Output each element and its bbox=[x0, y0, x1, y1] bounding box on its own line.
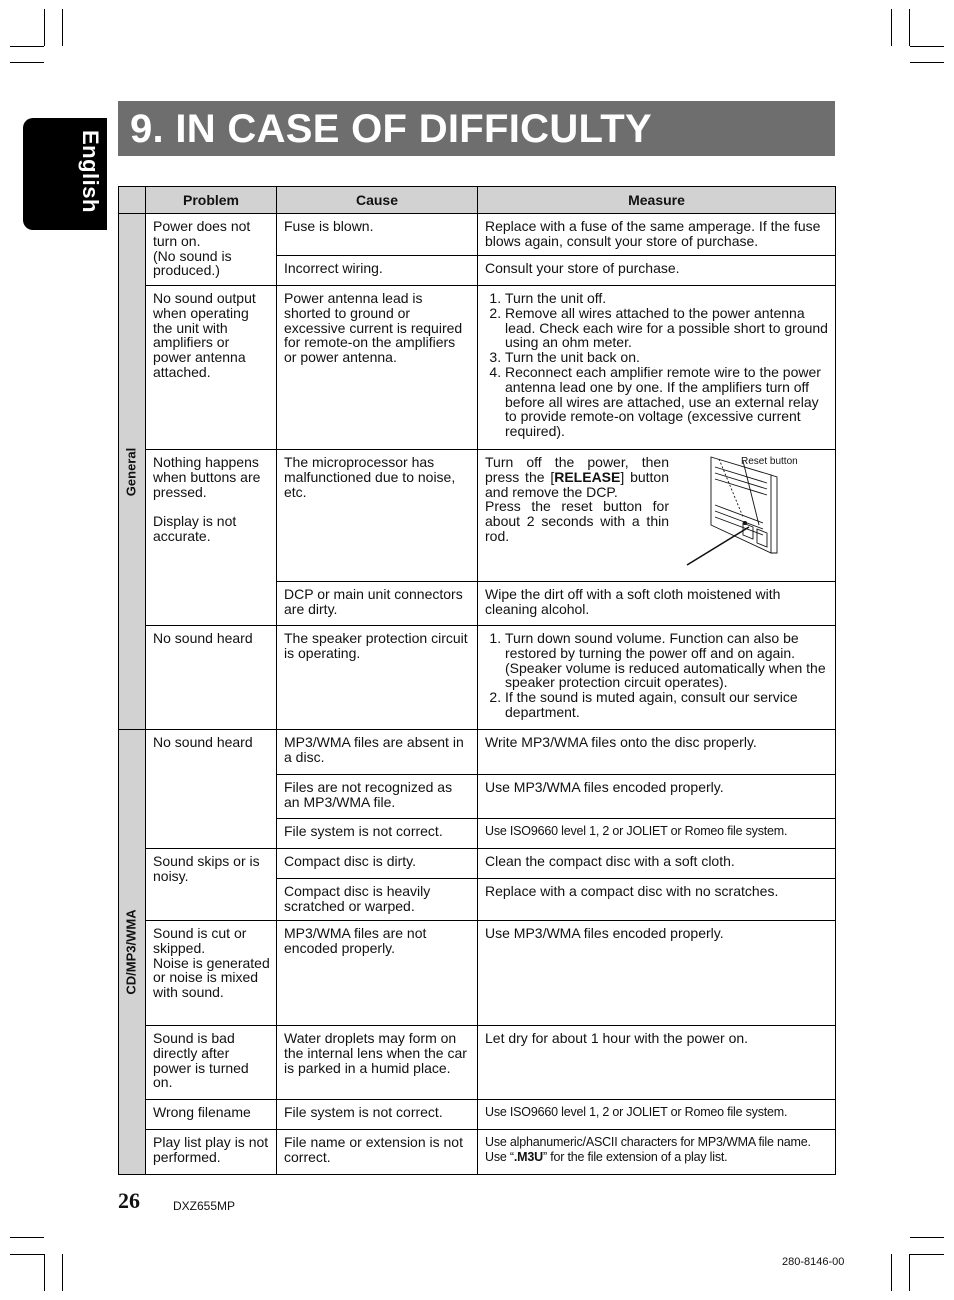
measure-cell: Clean the compact disc with a soft cloth. bbox=[478, 849, 836, 879]
cause-cell: MP3/WMA files are not encoded properly. bbox=[277, 921, 478, 1026]
measure-cell: Let dry for about 1 hour with the power on. bbox=[478, 1026, 836, 1100]
header-problem: Problem bbox=[146, 187, 277, 214]
measure-cell bbox=[478, 450, 836, 582]
crop-mark bbox=[891, 9, 892, 46]
cause-cell: Files are not recognized as an MP3/WMA file. bbox=[277, 775, 478, 819]
crop-mark bbox=[10, 1254, 44, 1255]
measure-cell: Use ISO9660 level 1, 2 or JOLIET or Romeo file system. bbox=[478, 819, 836, 849]
crop-mark bbox=[10, 1237, 44, 1238]
cause-cell: The speaker protection circuit is operating. bbox=[277, 626, 478, 730]
section-label-general: General bbox=[123, 447, 139, 496]
table-header-row bbox=[119, 187, 836, 214]
crop-mark bbox=[44, 1254, 45, 1291]
page-title: 9. IN CASE OF DIFFICULTY bbox=[130, 107, 653, 151]
measure-steps bbox=[485, 631, 829, 720]
cause-cell: File name or extension is not correct. bbox=[277, 1130, 478, 1175]
crop-mark bbox=[891, 1254, 892, 1291]
problem-cell: No sound heard bbox=[146, 730, 277, 849]
list-item: 1. Turn down sound volume. Function can also be restored by turning the power off and on again. (Speaker volume is reduced automatically when the speaker protection circuit operates). bbox=[505, 631, 829, 690]
problem-cell: Sound skips or is noisy. bbox=[146, 849, 277, 921]
table-row bbox=[119, 450, 836, 582]
reset-button-illustration bbox=[683, 453, 833, 571]
cause-cell: Compact disc is dirty. bbox=[277, 849, 478, 879]
section-label-cd: CD/MP3/WMA bbox=[123, 909, 139, 995]
model-number: DXZ655MP bbox=[173, 1199, 236, 1213]
cause-cell: Compact disc is heavily scratched or warped. bbox=[277, 879, 478, 921]
header-spacer bbox=[119, 187, 146, 214]
crop-mark bbox=[909, 9, 910, 46]
crop-mark bbox=[10, 46, 44, 47]
problem-cell: Power does not turn on. (No sound is produced.) bbox=[146, 214, 277, 286]
list-item: 1. Turn the unit off. bbox=[505, 291, 829, 306]
crop-mark bbox=[910, 1237, 944, 1238]
list-item: 2. If the sound is muted again, consult our service department. bbox=[505, 690, 829, 720]
crop-mark bbox=[910, 1254, 944, 1255]
table-row bbox=[119, 849, 836, 879]
problem-cell: Play list play is not performed. bbox=[146, 1130, 277, 1175]
crop-mark bbox=[62, 1254, 63, 1291]
section-cd bbox=[119, 730, 146, 1175]
table-row bbox=[119, 1130, 836, 1175]
cause-cell: Incorrect wiring. bbox=[277, 256, 478, 286]
measure-cell bbox=[478, 626, 836, 730]
reset-instructions: Turn off the power, then press the [RELEASE] button and remove the DCP. Press the reset button for about 2 seconds with a thin rod. bbox=[485, 454, 669, 544]
language-tab bbox=[23, 118, 107, 230]
measure-cell: Consult your store of purchase. bbox=[478, 256, 836, 286]
problem-cell: Sound is bad directly after power is turned on. bbox=[146, 1026, 277, 1100]
troubleshooting-table bbox=[118, 186, 836, 1175]
list-item: 4. Reconnect each amplifier remote wire to the power antenna lead one by one. If the amplifiers turn off before all wires are attached, use an external relay to provide remote-on voltage (excessive current required). bbox=[505, 365, 829, 439]
measure-cell: Use MP3/WMA files encoded properly. bbox=[478, 921, 836, 1026]
table-row bbox=[119, 286, 836, 450]
crop-mark bbox=[62, 9, 63, 46]
measure-cell: Use ISO9660 level 1, 2 or JOLIET or Romeo file system. bbox=[478, 1100, 836, 1130]
table-row bbox=[119, 1100, 836, 1130]
cause-cell: The microprocessor has malfunctioned due to noise, etc. bbox=[277, 450, 478, 582]
cause-cell: Fuse is blown. bbox=[277, 214, 478, 256]
table-row bbox=[119, 626, 836, 730]
crop-mark bbox=[10, 62, 44, 63]
cause-cell: DCP or main unit connectors are dirty. bbox=[277, 582, 478, 626]
title-bar bbox=[118, 101, 835, 156]
cause-cell: MP3/WMA files are absent in a disc. bbox=[277, 730, 478, 775]
cause-cell: File system is not correct. bbox=[277, 819, 478, 849]
measure-cell: Use MP3/WMA files encoded properly. bbox=[478, 775, 836, 819]
table-row bbox=[119, 1026, 836, 1100]
table-row bbox=[119, 214, 836, 256]
document-code: 280-8146-00 bbox=[782, 1256, 845, 1268]
cause-cell: Power antenna lead is shorted to ground or excessive current is required for remote-on the amplifiers or power antenna. bbox=[277, 286, 478, 450]
measure-cell: Replace with a compact disc with no scratches. bbox=[478, 879, 836, 921]
measure-steps bbox=[485, 291, 829, 439]
table-row bbox=[119, 921, 836, 1026]
header-measure: Measure bbox=[478, 187, 836, 214]
measure-cell bbox=[478, 286, 836, 450]
crop-mark bbox=[909, 1254, 910, 1291]
list-item: 2. Remove all wires attached to the power antenna lead. Check each wire for a possible short to ground using an ohm meter. bbox=[505, 306, 829, 350]
header-cause: Cause bbox=[277, 187, 478, 214]
problem-cell: No sound output when operating the unit with amplifiers or power antenna attached. bbox=[146, 286, 277, 450]
crop-mark bbox=[910, 62, 944, 63]
section-general bbox=[119, 214, 146, 730]
problem-cell: Nothing happens when buttons are pressed. Display is not accurate. bbox=[146, 450, 277, 626]
measure-cell: Wipe the dirt off with a soft cloth moistened with cleaning alcohol. bbox=[478, 582, 836, 626]
measure-cell: Write MP3/WMA files onto the disc properly. bbox=[478, 730, 836, 775]
page-number: 26 bbox=[118, 1188, 140, 1213]
table-row bbox=[119, 730, 836, 775]
measure-cell: Use alphanumeric/ASCII characters for MP3/WMA file name. Use “.M3U” for the file extension of a play list. bbox=[478, 1130, 836, 1175]
list-item: 3. Turn the unit back on. bbox=[505, 350, 829, 365]
figure-label: Reset button bbox=[741, 456, 798, 467]
cause-cell: File system is not correct. bbox=[277, 1100, 478, 1130]
problem-cell: Wrong filename bbox=[146, 1100, 277, 1130]
problem-cell: Sound is cut or skipped. Noise is generated or noise is mixed with sound. bbox=[146, 921, 277, 1026]
crop-mark bbox=[910, 46, 944, 47]
crop-mark bbox=[44, 9, 45, 46]
measure-cell: Replace with a fuse of the same amperage. If the fuse blows again, consult your store of purchase. bbox=[478, 214, 836, 256]
language-tab-label: English bbox=[78, 130, 103, 213]
cause-cell: Water droplets may form on the internal lens when the car is parked in a humid place. bbox=[277, 1026, 478, 1100]
problem-cell: No sound heard bbox=[146, 626, 277, 730]
